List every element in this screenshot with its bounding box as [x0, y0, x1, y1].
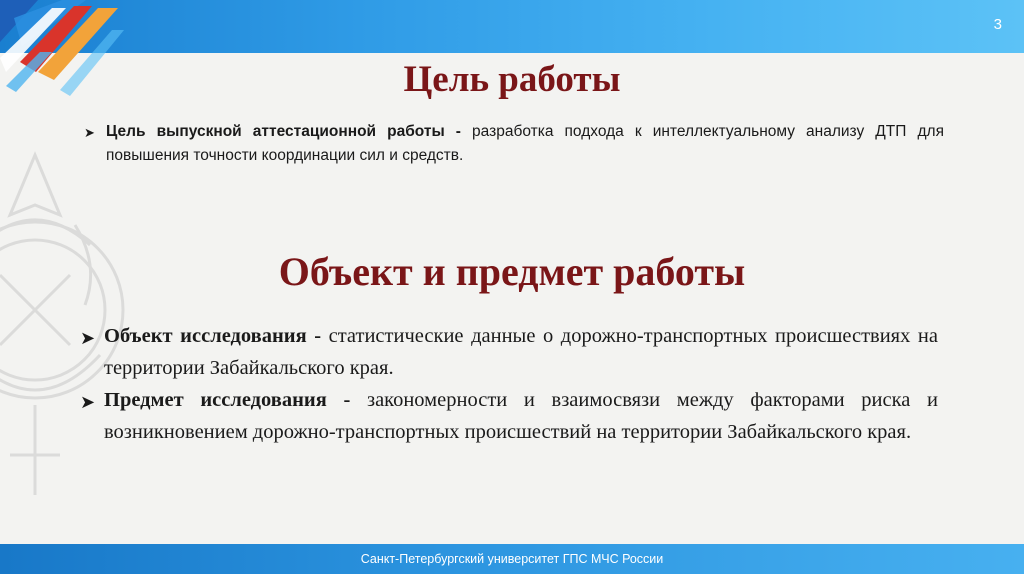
object-subject-block: [80, 320, 938, 448]
goal-item: [82, 120, 944, 168]
arrow-bullet-icon: ➤: [84, 125, 95, 140]
goal-text: разработка подхода к интеллектуальному анализу ДТП для повышения точности координации сил и средств.: [106, 123, 944, 164]
goal-term: Цель выпускной аттестационной работы -: [106, 123, 461, 140]
top-bar: [0, 0, 1024, 53]
footer-bar: [0, 544, 1024, 574]
slide-number: 3: [993, 16, 1002, 33]
subject-term: Предмет исследования -: [104, 389, 351, 411]
footer-text: Санкт-Петербургский университет ГПС МЧС России: [360, 552, 664, 566]
subject-text: закономерности и взаимосвязи между факторами риска и возникновением дорожно-транспортных происшествий на территории Забайкальского края.: [104, 389, 938, 443]
arrow-bullet-icon: ➤: [80, 328, 96, 348]
subject-item: [80, 384, 938, 448]
object-term: Объект исследования -: [104, 325, 322, 347]
object-text: статистические данные о дорожно-транспортных происшествиях на территории Забайкальского края.: [104, 325, 938, 379]
object-subject-title: Объект и предмет работы: [278, 249, 746, 294]
goal-block: [82, 120, 944, 168]
arrow-bullet-icon: ➤: [80, 392, 96, 412]
object-item: [80, 320, 938, 384]
goal-title: Цель работы: [403, 59, 621, 100]
